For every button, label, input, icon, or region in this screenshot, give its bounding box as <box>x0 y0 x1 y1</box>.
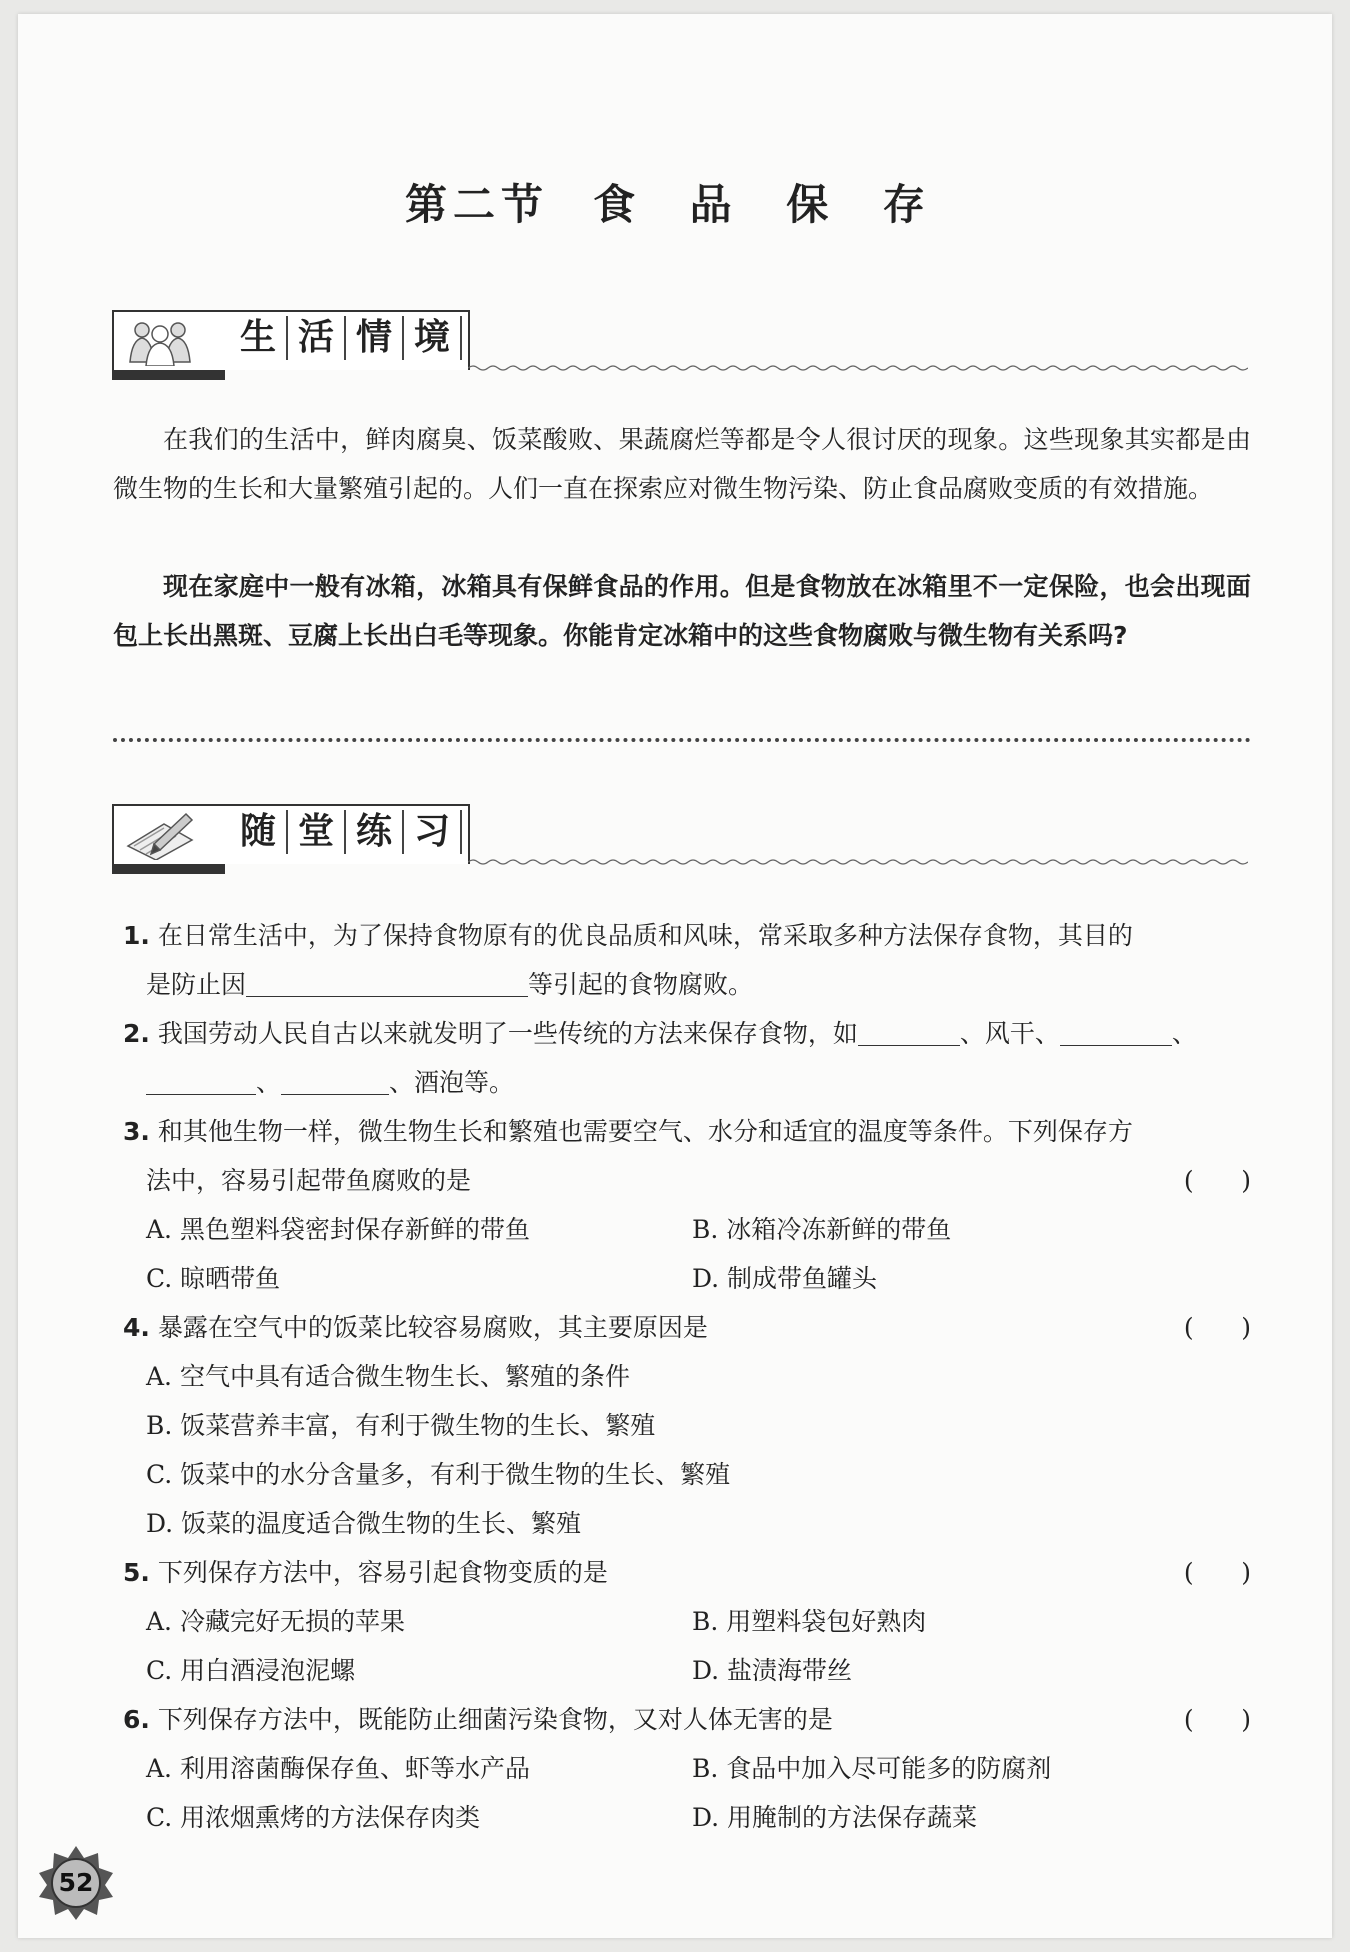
option-d: D. 饭菜的温度适合微生物的生长、繁殖 <box>146 1509 582 1538</box>
context-paragraph-1: 在我们的生活中，鲜肉腐臭、饭菜酸败、果蔬腐烂等都是令人很讨厌的现象。这些现象其实都是由微生物的生长和大量繁殖引起的。人们一直在探索应对微生物污染、防止食品腐败变质的有效措施。 <box>113 425 1251 503</box>
wavy-divider <box>468 858 1248 866</box>
answer-parentheses[interactable]: ( ) <box>1183 1558 1251 1587</box>
option-b: B. 食品中加入尽可能多的防腐剂 <box>692 1754 1052 1783</box>
option-d: D. 盐渍海带丝 <box>692 1656 853 1685</box>
answer-parentheses[interactable]: ( ) <box>1183 1705 1251 1734</box>
option-c: C. 用白酒浸泡泥螺 <box>146 1656 356 1685</box>
option-d: D. 制成带鱼罐头 <box>692 1264 878 1293</box>
question-3-line-2: 法中，容易引起带鱼腐败的是 ( ) <box>146 1156 1251 1205</box>
question-3: 3. 和其他生物一样，微生物生长和繁殖也需要空气、水分和适宜的温度等条件。下列保存方 <box>123 1117 1133 1146</box>
question-1-line-2: 是防止因 等引起的食物腐败。 <box>146 960 1251 1009</box>
answer-blank[interactable] <box>246 966 528 997</box>
question-6: 6. 下列保存方法中，既能防止细菌污染食物，又对人体无害的是 ( ) <box>123 1695 1251 1744</box>
option-a: A. 黑色塑料袋密封保存新鲜的带鱼 <box>146 1215 530 1244</box>
dotted-divider <box>113 738 1251 742</box>
context-paragraph-2: 现在家庭中一般有冰箱，冰箱具有保鲜食品的作用。但是食物放在冰箱里不一定保险，也会出现面包上长出黑斑、豆腐上长出白毛等现象。你能肯定冰箱中的这些食物腐败与微生物有关系吗? <box>113 572 1251 650</box>
wavy-divider <box>468 364 1248 372</box>
section-label: 随 堂 练 习 <box>230 810 462 854</box>
page-number-badge <box>37 1844 115 1922</box>
option-b: B. 冰箱冷冻新鲜的带鱼 <box>692 1215 952 1244</box>
question-2: 2. 我国劳动人民自古以来就发明了一些传统的方法来保存食物，如 、风干、 、 <box>123 1009 1251 1058</box>
option-b: B. 饭菜营养丰富，有利于微生物的生长、繁殖 <box>146 1411 656 1440</box>
section-label: 生 活 情 境 <box>230 316 462 360</box>
answer-parentheses[interactable]: ( ) <box>1183 1166 1251 1195</box>
option-d: D. 用腌制的方法保存蔬菜 <box>692 1803 978 1832</box>
question-2-line-2: 、 、酒泡等。 <box>146 1058 1251 1107</box>
option-a: A. 冷藏完好无损的苹果 <box>146 1607 405 1636</box>
answer-blank[interactable] <box>281 1064 389 1095</box>
question-5: 5. 下列保存方法中，容易引起食物变质的是 ( ) <box>123 1548 1251 1597</box>
page-number: 52 <box>58 1868 94 1897</box>
people-icon <box>124 316 196 366</box>
section-number: 第二节 <box>405 180 550 229</box>
answer-blank[interactable] <box>146 1064 256 1095</box>
question-4: 4. 暴露在空气中的饭菜比较容易腐败，其主要原因是 ( ) <box>123 1303 1251 1352</box>
option-b: B. 用塑料袋包好熟肉 <box>692 1607 927 1636</box>
page-title <box>18 172 1332 232</box>
section-header-practice <box>112 804 1248 874</box>
pencil-notebook-icon <box>124 810 196 860</box>
answer-parentheses[interactable]: ( ) <box>1183 1313 1251 1342</box>
answer-blank[interactable] <box>858 1015 960 1046</box>
answer-blank[interactable] <box>1060 1015 1172 1046</box>
textbook-page <box>18 14 1332 1938</box>
option-c: C. 晾晒带鱼 <box>146 1264 281 1293</box>
question-1: 1. 在日常生活中，为了保持食物原有的优良品质和风味，常采取多种方法保存食物，其目的 <box>123 921 1133 950</box>
section-name: 食 品 保 存 <box>593 180 945 229</box>
option-c: C. 用浓烟熏烤的方法保存肉类 <box>146 1803 481 1832</box>
section-header-life-context <box>112 310 1248 380</box>
option-a: A. 空气中具有适合微生物生长、繁殖的条件 <box>146 1362 630 1391</box>
option-c: C. 饭菜中的水分含量多，有利于微生物的生长、繁殖 <box>146 1460 731 1489</box>
option-a: A. 利用溶菌酶保存鱼、虾等水产品 <box>146 1754 530 1783</box>
